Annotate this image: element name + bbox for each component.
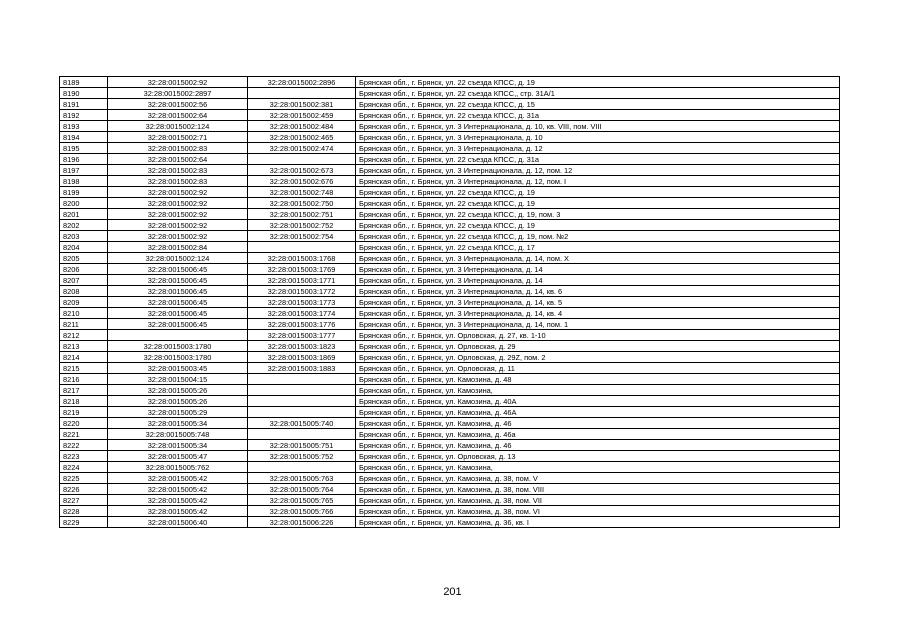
address-cell: Брянская обл., г. Брянск, ул. Орловская, д. 29 [356,341,840,352]
land-cadastral-number-cell: 32:28:0015002:92 [108,77,248,88]
address-cell: Брянская обл., г. Брянск, ул. 22 съезда КПСС, д. 19 [356,187,840,198]
address-cell: Брянская обл., г. Брянск, ул. 3 Интернационала, д. 10 [356,132,840,143]
address-cell: Брянская обл., г. Брянск, ул. 3 Интернационала, д. 14, кв. 4 [356,308,840,319]
object-cadastral-number-cell: 32:28:0015003:1772 [248,286,356,297]
land-cadastral-number-cell: 32:28:0015002:124 [108,121,248,132]
object-cadastral-number-cell: 32:28:0015002:752 [248,220,356,231]
object-cadastral-number-cell: 32:28:0015003:1776 [248,319,356,330]
object-cadastral-number-cell: 32:28:0015005:763 [248,473,356,484]
row-number-cell: 8213 [60,341,108,352]
address-cell: Брянская обл., г. Брянск, ул. Камозина, д. 40А [356,396,840,407]
address-cell: Брянская обл., г. Брянск, ул. Орловская, д. 29Z, пом. 2 [356,352,840,363]
row-number-cell: 8192 [60,110,108,121]
table-row [60,484,840,495]
table-row [60,154,840,165]
row-number-cell: 8219 [60,407,108,418]
table-row [60,132,840,143]
table-row [60,517,840,528]
row-number-cell: 8206 [60,264,108,275]
table-row [60,396,840,407]
table-row [60,88,840,99]
object-cadastral-number-cell: 32:28:0015002:474 [248,143,356,154]
row-number-cell: 8203 [60,231,108,242]
address-cell: Брянская обл., г. Брянск, ул. 3 Интернационала, д. 12 [356,143,840,154]
row-number-cell: 8224 [60,462,108,473]
row-number-cell: 8199 [60,187,108,198]
address-cell: Брянская обл., г. Брянск, ул. Камозина, д. 38, пом. VIII [356,484,840,495]
table-row [60,143,840,154]
object-cadastral-number-cell: 32:28:0015002:751 [248,209,356,220]
row-number-cell: 8205 [60,253,108,264]
table-row [60,440,840,451]
land-cadastral-number-cell: 32:28:0015006:45 [108,319,248,330]
land-cadastral-number-cell: 32:28:0015005:42 [108,495,248,506]
object-cadastral-number-cell [248,396,356,407]
row-number-cell: 8227 [60,495,108,506]
table-row [60,495,840,506]
row-number-cell: 8190 [60,88,108,99]
address-cell: Брянская обл., г. Брянск, ул. 22 съезда КПСС, д. 31а [356,154,840,165]
row-number-cell: 8200 [60,198,108,209]
address-cell: Брянская обл., г. Брянск, ул. Орловская, д. 27, кв. 1-10 [356,330,840,341]
table-row [60,187,840,198]
table-row [60,407,840,418]
land-cadastral-number-cell: 32:28:0015006:45 [108,275,248,286]
row-number-cell: 8221 [60,429,108,440]
table-row [60,198,840,209]
table-row [60,165,840,176]
address-cell: Брянская обл., г. Брянск, ул. 3 Интернационала, д. 14, пом. 1 [356,319,840,330]
land-cadastral-number-cell: 32:28:0015002:83 [108,143,248,154]
address-cell: Брянская обл., г. Брянск, ул. 3 Интернационала, д. 14 [356,275,840,286]
object-cadastral-number-cell [248,242,356,253]
land-cadastral-number-cell: 32:28:0015006:45 [108,308,248,319]
address-cell: Брянская обл., г. Брянск, ул. Камозина, д. 46А [356,407,840,418]
table-row [60,374,840,385]
table-row [60,385,840,396]
land-cadastral-number-cell: 32:28:0015003:45 [108,363,248,374]
row-number-cell: 8226 [60,484,108,495]
land-cadastral-number-cell: 32:28:0015002:92 [108,231,248,242]
land-cadastral-number-cell: 32:28:0015002:84 [108,242,248,253]
object-cadastral-number-cell: 32:28:0015005:764 [248,484,356,495]
land-cadastral-number-cell: 32:28:0015002:64 [108,154,248,165]
address-cell: Брянская обл., г. Брянск, ул. Камозина, [356,462,840,473]
land-cadastral-number-cell: 32:28:0015005:42 [108,484,248,495]
address-cell: Брянская обл., г. Брянск, ул. 22 съезда КПСС, д. 17 [356,242,840,253]
land-cadastral-number-cell: 32:28:0015005:26 [108,396,248,407]
object-cadastral-number-cell: 32:28:0015003:1883 [248,363,356,374]
land-cadastral-number-cell: 32:28:0015005:42 [108,506,248,517]
address-cell: Брянская обл., г. Брянск, ул. 22 съезда КПСС, д. 19 [356,77,840,88]
address-cell: Брянская обл., г. Брянск, ул. 3 Интернационала, д. 14, пом. X [356,253,840,264]
row-number-cell: 8209 [60,297,108,308]
row-number-cell: 8220 [60,418,108,429]
table-row [60,264,840,275]
object-cadastral-number-cell: 32:28:0015003:1773 [248,297,356,308]
row-number-cell: 8229 [60,517,108,528]
land-cadastral-number-cell: 32:28:0015003:1780 [108,341,248,352]
row-number-cell: 8217 [60,385,108,396]
table-row [60,286,840,297]
object-cadastral-number-cell: 32:28:0015002:676 [248,176,356,187]
row-number-cell: 8214 [60,352,108,363]
land-cadastral-number-cell: 32:28:0015002:71 [108,132,248,143]
object-cadastral-number-cell: 32:28:0015003:1823 [248,341,356,352]
land-cadastral-number-cell [108,330,248,341]
object-cadastral-number-cell [248,154,356,165]
object-cadastral-number-cell: 32:28:0015002:673 [248,165,356,176]
land-cadastral-number-cell: 32:28:0015006:45 [108,297,248,308]
row-number-cell: 8204 [60,242,108,253]
land-cadastral-number-cell: 32:28:0015005:26 [108,385,248,396]
address-cell: Брянская обл., г. Брянск, ул. Камозина, д. 36, кв. I [356,517,840,528]
land-cadastral-number-cell: 32:28:0015005:748 [108,429,248,440]
land-cadastral-number-cell: 32:28:0015006:45 [108,264,248,275]
land-cadastral-number-cell: 32:28:0015004:15 [108,374,248,385]
address-cell: Брянская обл., г. Брянск, ул. 22 съезда КПСС, д. 19, пом. №2 [356,231,840,242]
table-row [60,418,840,429]
table-row [60,451,840,462]
object-cadastral-number-cell [248,88,356,99]
row-number-cell: 8207 [60,275,108,286]
land-cadastral-number-cell: 32:28:0015002:83 [108,176,248,187]
row-number-cell: 8201 [60,209,108,220]
object-cadastral-number-cell: 32:28:0015003:1774 [248,308,356,319]
land-cadastral-number-cell: 32:28:0015005:29 [108,407,248,418]
object-cadastral-number-cell: 32:28:0015002:484 [248,121,356,132]
row-number-cell: 8189 [60,77,108,88]
object-cadastral-number-cell: 32:28:0015005:740 [248,418,356,429]
address-cell: Брянская обл., г. Брянск, ул. Орловская, д. 11 [356,363,840,374]
object-cadastral-number-cell: 32:28:0015005:766 [248,506,356,517]
land-cadastral-number-cell: 32:28:0015005:762 [108,462,248,473]
address-cell: Брянская обл., г. Брянск, ул. 3 Интернационала, д. 10, кв. VIII, пом. VIII [356,121,840,132]
land-cadastral-number-cell: 32:28:0015005:34 [108,418,248,429]
address-cell: Брянская обл., г. Брянск, ул. 3 Интернационала, д. 12, пом. I [356,176,840,187]
row-number-cell: 8198 [60,176,108,187]
address-cell: Брянская обл., г. Брянск, ул. Камозина, д. 46а [356,429,840,440]
table-row [60,99,840,110]
table-row [60,330,840,341]
address-cell: Брянская обл., г. Брянск, ул. 3 Интернационала, д. 14, кв. 5 [356,297,840,308]
table-row [60,110,840,121]
address-cell: Брянская обл., г. Брянск, ул. Камозина, [356,385,840,396]
table-row [60,473,840,484]
object-cadastral-number-cell: 32:28:0015005:751 [248,440,356,451]
row-number-cell: 8215 [60,363,108,374]
land-cadastral-number-cell: 32:28:0015005:34 [108,440,248,451]
object-cadastral-number-cell [248,429,356,440]
row-number-cell: 8225 [60,473,108,484]
address-cell: Брянская обл., г. Брянск, ул. Камозина, д. 38, пом. VII [356,495,840,506]
address-cell: Брянская обл., г. Брянск, ул. Орловская, д. 13 [356,451,840,462]
object-cadastral-number-cell: 32:28:0015003:1777 [248,330,356,341]
row-number-cell: 8193 [60,121,108,132]
address-cell: Брянская обл., г. Брянск, ул. 3 Интернационала, д. 14 [356,264,840,275]
land-cadastral-number-cell: 32:28:0015002:92 [108,209,248,220]
row-number-cell: 8196 [60,154,108,165]
object-cadastral-number-cell: 32:28:0015003:1768 [248,253,356,264]
table-row [60,352,840,363]
registry-table [59,76,840,528]
object-cadastral-number-cell: 32:28:0015002:750 [248,198,356,209]
row-number-cell: 8228 [60,506,108,517]
object-cadastral-number-cell: 32:28:0015002:381 [248,99,356,110]
row-number-cell: 8195 [60,143,108,154]
table-row [60,341,840,352]
row-number-cell: 8216 [60,374,108,385]
row-number-cell: 8223 [60,451,108,462]
object-cadastral-number-cell: 32:28:0015005:765 [248,495,356,506]
row-number-cell: 8208 [60,286,108,297]
table-row [60,77,840,88]
table-row [60,297,840,308]
land-cadastral-number-cell: 32:28:0015003:1780 [108,352,248,363]
address-cell: Брянская обл., г. Брянск, ул. 22 съезда КПСС, д. 31а [356,110,840,121]
object-cadastral-number-cell: 32:28:0015002:459 [248,110,356,121]
address-cell: Брянская обл., г. Брянск, ул. 3 Интернационала, д. 12, пом. 12 [356,165,840,176]
table-row [60,319,840,330]
land-cadastral-number-cell: 32:28:0015002:64 [108,110,248,121]
address-cell: Брянская обл., г. Брянск, ул. 22 съезда КПСС, д. 15 [356,99,840,110]
table-row [60,506,840,517]
registry-table-body [60,77,840,528]
address-cell: Брянская обл., г. Брянск, ул. Камозина, д. 46 [356,440,840,451]
table-row [60,363,840,374]
row-number-cell: 8191 [60,99,108,110]
object-cadastral-number-cell: 32:28:0015003:1769 [248,264,356,275]
address-cell: Брянская обл., г. Брянск, ул. Камозина, д. 48 [356,374,840,385]
land-cadastral-number-cell: 32:28:0015006:40 [108,517,248,528]
address-cell: Брянская обл., г. Брянск, ул. 22 съезда КПСС,, стр. 31А/1 [356,88,840,99]
object-cadastral-number-cell: 32:28:0015003:1869 [248,352,356,363]
table-row [60,253,840,264]
row-number-cell: 8218 [60,396,108,407]
row-number-cell: 8194 [60,132,108,143]
land-cadastral-number-cell: 32:28:0015005:47 [108,451,248,462]
land-cadastral-number-cell: 32:28:0015002:124 [108,253,248,264]
object-cadastral-number-cell: 32:28:0015002:465 [248,132,356,143]
object-cadastral-number-cell [248,385,356,396]
address-cell: Брянская обл., г. Брянск, ул. Камозина, д. 38, пом. V [356,473,840,484]
row-number-cell: 8211 [60,319,108,330]
table-row [60,275,840,286]
table-row [60,242,840,253]
land-cadastral-number-cell: 32:28:0015002:92 [108,187,248,198]
row-number-cell: 8210 [60,308,108,319]
address-cell: Брянская обл., г. Брянск, ул. Камозина, д. 38, пом. VI [356,506,840,517]
object-cadastral-number-cell [248,407,356,418]
object-cadastral-number-cell: 32:28:0015002:754 [248,231,356,242]
object-cadastral-number-cell: 32:28:0015003:1771 [248,275,356,286]
object-cadastral-number-cell: 32:28:0015002:748 [248,187,356,198]
land-cadastral-number-cell: 32:28:0015005:42 [108,473,248,484]
page-number: 201 [443,586,462,598]
address-cell: Брянская обл., г. Брянск, ул. 22 съезда КПСС, д. 19 [356,198,840,209]
object-cadastral-number-cell: 32:28:0015002:2896 [248,77,356,88]
table-row [60,308,840,319]
table-row [60,176,840,187]
address-cell: Брянская обл., г. Брянск, ул. Камозина, д. 46 [356,418,840,429]
object-cadastral-number-cell [248,374,356,385]
object-cadastral-number-cell: 32:28:0015006:226 [248,517,356,528]
object-cadastral-number-cell: 32:28:0015005:752 [248,451,356,462]
land-cadastral-number-cell: 32:28:0015006:45 [108,286,248,297]
land-cadastral-number-cell: 32:28:0015002:2897 [108,88,248,99]
table-row [60,429,840,440]
address-cell: Брянская обл., г. Брянск, ул. 22 съезда КПСС, д. 19 [356,220,840,231]
row-number-cell: 8197 [60,165,108,176]
table-row [60,220,840,231]
object-cadastral-number-cell [248,462,356,473]
table-row [60,209,840,220]
land-cadastral-number-cell: 32:28:0015002:92 [108,220,248,231]
row-number-cell: 8222 [60,440,108,451]
row-number-cell: 8212 [60,330,108,341]
address-cell: Брянская обл., г. Брянск, ул. 3 Интернационала, д. 14, кв. 6 [356,286,840,297]
row-number-cell: 8202 [60,220,108,231]
land-cadastral-number-cell: 32:28:0015002:92 [108,198,248,209]
land-cadastral-number-cell: 32:28:0015002:56 [108,99,248,110]
table-row [60,121,840,132]
land-cadastral-number-cell: 32:28:0015002:83 [108,165,248,176]
table-row [60,231,840,242]
table-row [60,462,840,473]
address-cell: Брянская обл., г. Брянск, ул. 22 съезда КПСС, д. 19, пом. 3 [356,209,840,220]
